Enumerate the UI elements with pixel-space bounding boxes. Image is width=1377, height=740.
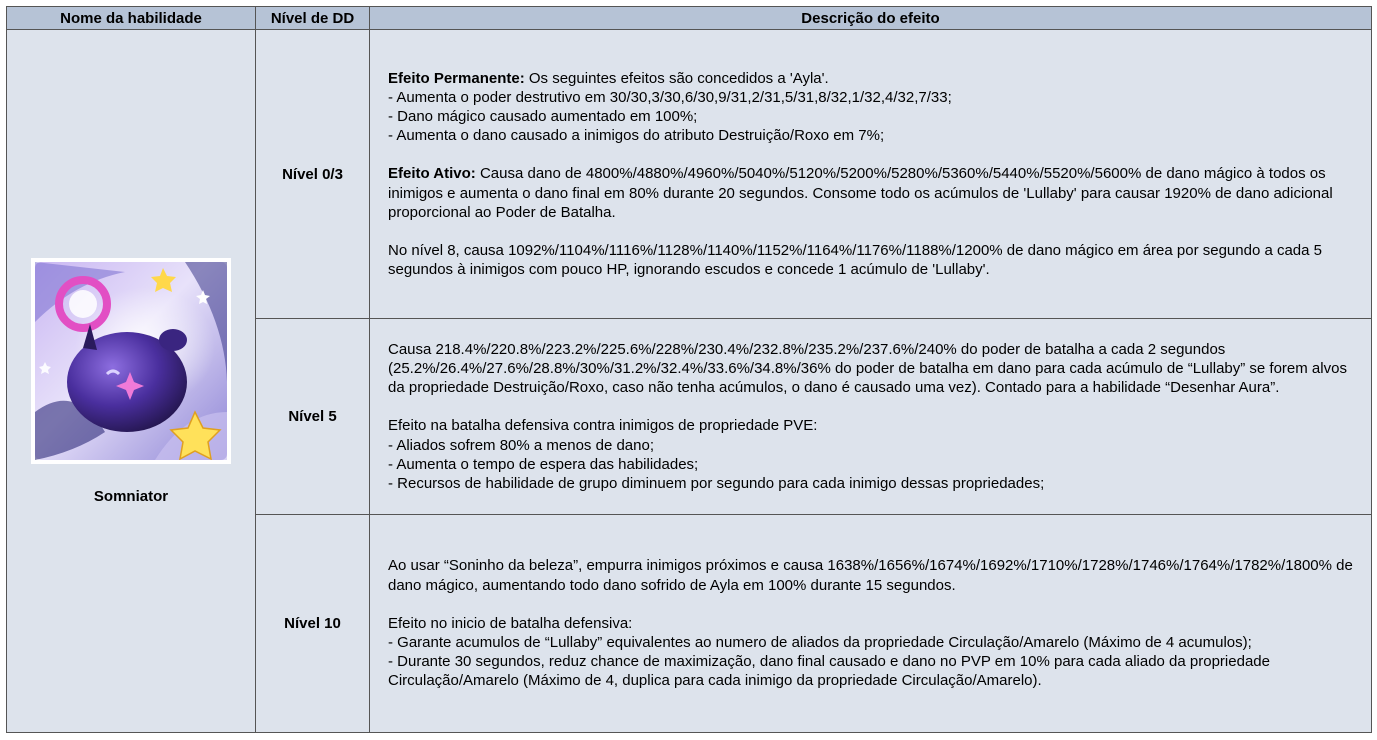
- header-level: Nível de DD: [256, 7, 370, 30]
- description-line: Ao usar “Soninho da beleza”, empurra inimigos próximos e causa 1638%/1656%/1674%/1692%/1710%/1728%/1746%/1764%/1782%/1800% de dano mágico, aumentando todo dano sofrido de Ayla em 100% durante 15 segundos.: [388, 557, 1353, 594]
- header-row: [7, 7, 1372, 30]
- spacer: [388, 397, 1363, 416]
- description-line: - Aliados sofrem 80% a menos de dano;: [388, 436, 654, 454]
- skill-name-cell: [7, 30, 256, 733]
- table-row: [7, 30, 1372, 319]
- description-line: - Durante 30 segundos, reduz chance de maximização, dano final causado e dano no PVP em 10% para cada aliado da propriedade Circulação/Amarelo (Máximo de 4, duplica para cada inimigo da propriedade Circulação/Amarelo).: [388, 653, 1270, 690]
- spacer: [388, 222, 1363, 241]
- skill-name: Somniator: [93, 487, 169, 505]
- level-cell: [256, 30, 370, 319]
- effect-title: Efeito Ativo:: [388, 165, 476, 183]
- description-line: Efeito Permanente: Os seguintes efeitos são concedidos a 'Ayla'.: [388, 69, 829, 87]
- description-line: Causa 218.4%/220.8%/223.2%/225.6%/228%/230.4%/232.8%/235.2%/237.6%/240% do poder de batalha a cada 2 segundos (25.2%/26.4%/27.6%/28.8%/30%/31.2%/32.4%/33.6%/34.8%/36% do poder de batalha em dano para cada acúmulo de “Lullaby” se forem alvos da propriedade Destruição/Roxo, caso não tenha acúmulos, o dano é causado uma vez). Contado para a habilidade “Desenhar Aura”.: [388, 340, 1347, 397]
- level-label: Nível 10: [284, 615, 341, 632]
- spacer: [388, 595, 1363, 614]
- description-line: Efeito na batalha defensiva contra inimigos de propriedade PVE:: [388, 417, 818, 435]
- description-line: Efeito Ativo: Causa dano de 4800%/4880%/4960%/5040%/5120%/5200%/5280%/5360%/5440%/5520%/5600% de dano mágico à todos os inimigos e aumenta o dano final em 80% durante 20 segundos. Consome todo os acúmulos de 'Lullaby' para causar 1920% de dano adicional proporcional ao Poder de Batalha.: [388, 165, 1333, 221]
- header-description: Descrição do efeito: [370, 7, 1372, 30]
- description-line: - Aumenta o dano causado a inimigos do atributo Destruição/Roxo em 7%;: [388, 127, 885, 145]
- spacer: [388, 145, 1363, 164]
- description-cell: [370, 30, 1372, 319]
- somniator-skill-icon: [31, 258, 231, 464]
- effect-title: Efeito Permanente:: [388, 69, 525, 87]
- level-label: Nível 0/3: [282, 165, 343, 183]
- skill-table: [6, 6, 1372, 733]
- level-cell: [256, 319, 370, 515]
- description-line: No nível 8, causa 1092%/1104%/1116%/1128%/1140%/1152%/1164%/1176%/1188%/1200% de dano mágico em área por segundo a cada 5 segundos à inimigos com pouco HP, ignorando escudos e concede 1 acúmulo de 'Lullaby'.: [388, 242, 1323, 279]
- description-line: - Garante acumulos de “Lullaby” equivalentes ao numero de aliados da propriedade Circulação/Amarelo (Máximo de 4 acumulos);: [388, 634, 1252, 651]
- description-line: - Recursos de habilidade de grupo diminuem por segundo para cada inimigo dessas propriedades;: [388, 475, 1045, 492]
- description-line: Efeito no inicio de batalha defensiva:: [388, 614, 633, 632]
- description-cell: [370, 319, 1372, 515]
- description-line: - Dano mágico causado aumentado em 100%;: [388, 107, 698, 125]
- skill-icon-art: [35, 262, 227, 460]
- description-line: - Aumenta o tempo de espera das habilidades;: [388, 455, 699, 473]
- header-skill-name: Nome da habilidade: [7, 7, 256, 30]
- level-label: Nível 5: [288, 408, 337, 425]
- description-cell: [370, 515, 1372, 733]
- level-cell: [256, 515, 370, 733]
- description-line: - Aumenta o poder destrutivo em 30/30,3/30,6/30,9/31,2/31,5/31,8/32,1/32,4/32,7/33;: [388, 88, 952, 106]
